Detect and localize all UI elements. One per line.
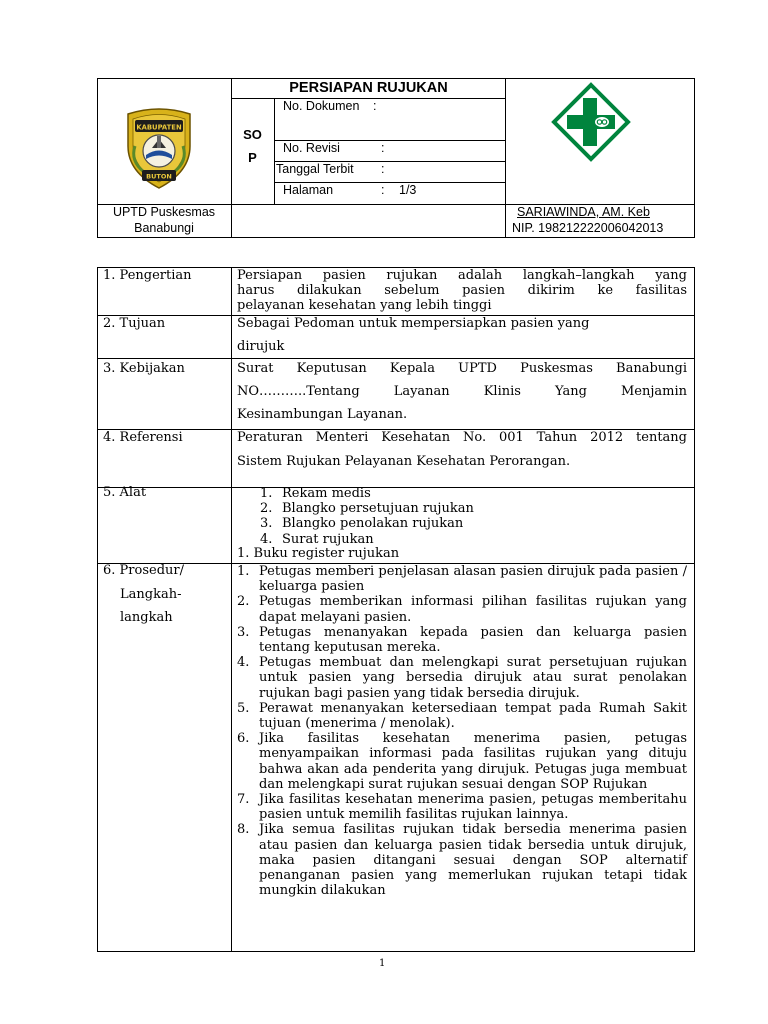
alat-item-number: 4. xyxy=(260,531,273,547)
prosedur-step-number: 8. xyxy=(237,822,250,838)
alat-list xyxy=(260,486,680,547)
pengertian-text-line: pelayanan kesehatan yang lebih tinggi xyxy=(237,298,492,313)
tujuan-text-line: Sebagai Pedoman untuk mempersiapkan pasien yang xyxy=(237,316,590,331)
alat-item-number: 2. xyxy=(260,501,273,517)
sop-content-table xyxy=(97,267,695,952)
prosedur-step xyxy=(237,731,687,792)
prosedur-step-text: Perawat menanyakan ketersediaan tempat pada Rumah Sakit tujuan (menerima / menolak). xyxy=(259,700,687,732)
alat-item-text: Surat rujukan xyxy=(282,531,374,547)
prosedur-steps-list xyxy=(237,564,687,898)
prosedur-step-text: Jika fasilitas kesehatan menerima pasien, petugas memberitahu pasien untuk memilih fasilitas rujukan lainnya. xyxy=(259,792,687,823)
alat-item-text: Blangko persetujuan rujukan xyxy=(282,501,474,517)
issue-date-label: Tanggal Terbit xyxy=(276,162,354,176)
tujuan-label: 2. Tujuan xyxy=(103,316,166,331)
alat-item xyxy=(260,501,680,516)
prosedur-step-number: 1. xyxy=(237,564,250,579)
alat-label: 5. Alat xyxy=(103,485,147,500)
prosedur-step-number: 2. xyxy=(237,594,250,610)
prosedur-step-text: Petugas memberi penjelasan alasan pasien dirujuk pada pasien / keluarga pasien xyxy=(259,564,687,595)
pengertian-text-line: Persiapan pasien rujukan adalah langkah–langkah yang xyxy=(237,268,687,283)
signer-name: SARIAWINDA, AM. Keb xyxy=(517,205,650,219)
prosedur-step xyxy=(237,701,687,731)
prosedur-step-number: 5. xyxy=(237,700,250,716)
prosedur-step-number: 6. xyxy=(237,731,250,747)
prosedur-step xyxy=(237,822,687,898)
referensi-label: 4. Referensi xyxy=(103,430,183,445)
referensi-text-line: Peraturan Menteri Kesehatan No. 001 Tahun 2012 tentang xyxy=(237,430,687,445)
prosedur-step-number: 3. xyxy=(237,624,250,640)
alat-item xyxy=(260,516,680,531)
prosedur-step-text: Petugas membuat dan melengkapi surat persetujuan rujukan untuk pasien yang bersedia dirujuk atau surat penolakan rujukan bagi pasien yang tidak bersedia dirujuk. xyxy=(259,655,687,701)
kebijakan-text-line: NO………..Tentang Layanan Klinis Yang Menjamin xyxy=(237,384,687,399)
kebijakan-text-line: Kesinambungan Layanan. xyxy=(237,407,408,422)
prosedur-step-text: Petugas menanyakan kepada pasien dan keluarga pasien tentang keputusan mereka. xyxy=(259,624,687,656)
sop-label-line2: P xyxy=(248,150,257,165)
alat-item-text: Rekam medis xyxy=(282,486,371,501)
alat-extra-item: 1. Buku register rujukan xyxy=(237,546,400,561)
prosedur-step-text: Petugas memberikan informasi pilihan fasilitas rujukan yang dapat melayani pasien. xyxy=(259,594,687,625)
sop-header xyxy=(97,78,695,238)
alat-item-number: 1. xyxy=(260,486,273,501)
organization-name: UPTD Puskesmas xyxy=(112,205,216,219)
doc-number-label: No. Dokumen xyxy=(283,99,360,113)
alat-item xyxy=(260,486,680,501)
page-number: 1 xyxy=(379,958,386,969)
pengertian-text-line: harus dilakukan sebelum pasien dikirim ke fasilitas xyxy=(237,283,687,298)
organization-location: Banabungi xyxy=(134,221,194,235)
buton-regency-crest-icon xyxy=(122,106,196,190)
page-colon: : xyxy=(381,183,385,197)
prosedur-step-number: 7. xyxy=(237,792,250,808)
doc-number-colon: : xyxy=(373,99,377,113)
prosedur-step-text: Jika fasilitas kesehatan menerima pasien, petugas menyampaikan informasi pada fasilitas rujukan yang dituju bahwa akan ada penderita yang dirujuk. Petugas juga membuat dan melengkapi surat rujukan sesuai dengan SOP Rujukan xyxy=(259,731,687,792)
prosedur-label: langkah xyxy=(120,610,173,625)
svg-text:KABUPATEN: KABUPATEN xyxy=(136,123,182,132)
signer-nip: NIP. 198212222006042013 xyxy=(512,221,664,235)
kebijakan-label: 3. Kebijakan xyxy=(103,361,185,376)
prosedur-step-text: Jika semua fasilitas rujukan tidak bersedia menerima pasien atau pasien dan keluarga pasien tidak bersedia untuk dirujuk, maka pasien ditangani sesuai dengan SOP alternatif penanganan pasien yang memerlukan rujukan tetapi tidak mungkin dilakukan xyxy=(259,822,687,899)
prosedur-label: 6. Prosedur/ xyxy=(103,563,184,578)
pengertian-label: 1. Pengertian xyxy=(103,268,192,283)
prosedur-step xyxy=(237,625,687,655)
prosedur-step xyxy=(237,792,687,822)
puskesmas-cross-logo-icon xyxy=(550,80,632,164)
page-label: Halaman xyxy=(283,183,334,197)
page-title: PERSIAPAN RUJUKAN xyxy=(289,80,448,96)
prosedur-step xyxy=(237,655,687,701)
alat-item-number: 3. xyxy=(260,516,273,532)
prosedur-label: Langkah- xyxy=(120,587,182,602)
revision-label: No. Revisi xyxy=(283,141,340,155)
alat-item-text: Blangko penolakan rujukan xyxy=(282,516,464,532)
tujuan-text-line: dirujuk xyxy=(237,339,285,354)
prosedur-step-number: 4. xyxy=(237,655,250,671)
kebijakan-text-line: Surat Keputusan Kepala UPTD Puskesmas Banabungi xyxy=(237,361,687,376)
prosedur-step xyxy=(237,594,687,624)
svg-text:BUTON: BUTON xyxy=(146,172,172,181)
prosedur-step xyxy=(237,564,687,594)
page-value: 1/3 xyxy=(399,183,417,197)
referensi-text-line: Sistem Rujukan Pelayanan Kesehatan Perorangan. xyxy=(237,454,571,469)
sop-label-line1: SO xyxy=(243,127,262,142)
issue-date-colon: : xyxy=(381,162,385,176)
revision-colon: : xyxy=(381,141,385,155)
alat-item xyxy=(260,532,680,547)
